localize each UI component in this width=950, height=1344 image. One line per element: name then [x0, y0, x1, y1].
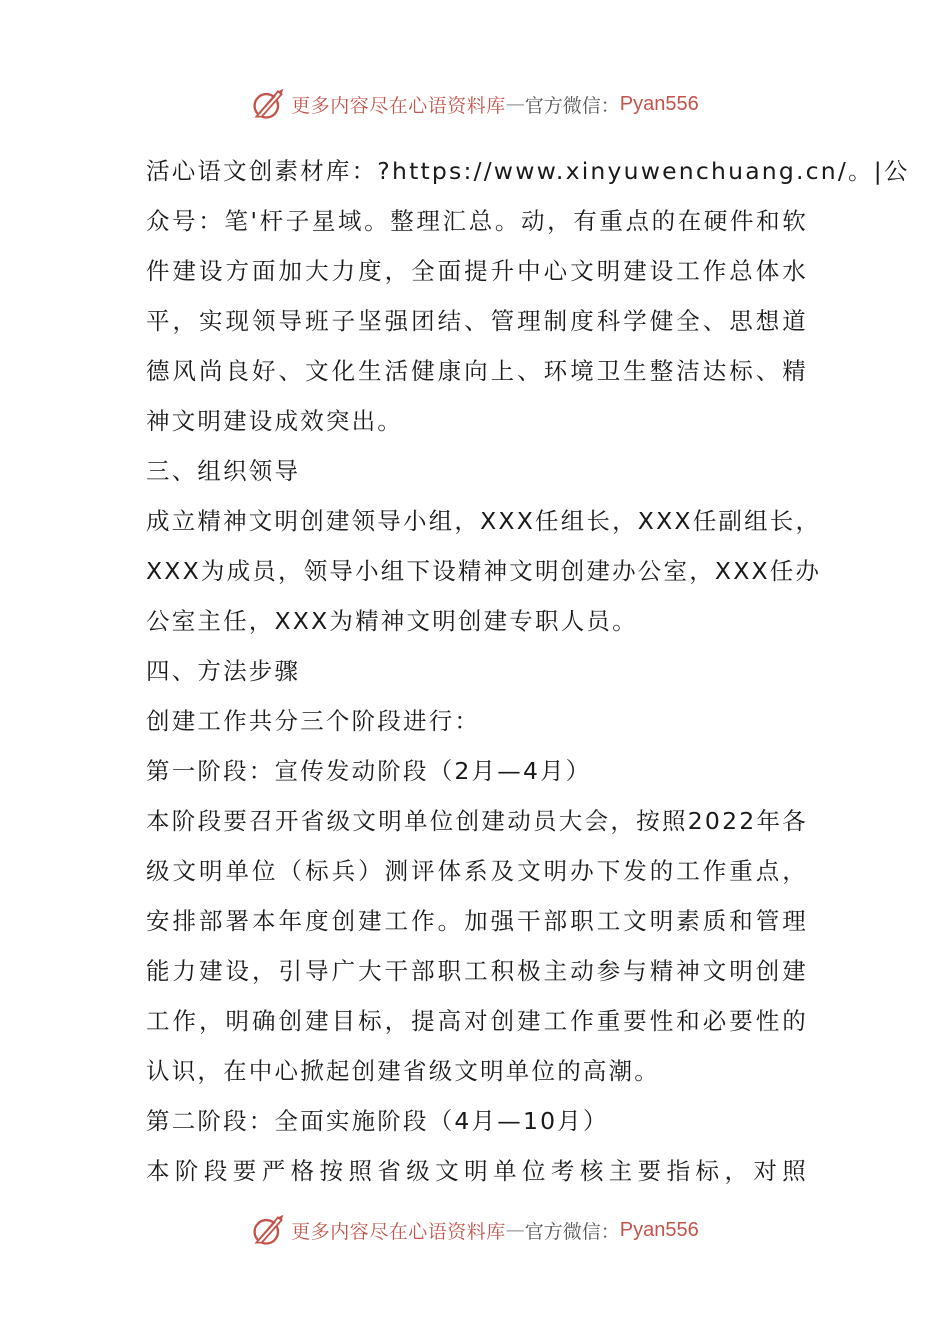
quill-pen-logo-icon: [251, 86, 287, 122]
banner-brand-text: 更多内容尽在心语资料库: [291, 1220, 506, 1243]
text-line: 能力建设，引导广大干部职工积极主动参与精神文明创建: [146, 957, 808, 985]
text-line: 德风尚良好、文化生活健康向上、环境卫生整洁达标、精: [146, 357, 808, 385]
banner-separator: —: [505, 1219, 525, 1241]
banner-wechat-label: 官方微信：: [524, 1220, 620, 1243]
text-line: XXX为成员，领导小组下设精神文明创建办公室，XXX任办: [146, 557, 822, 585]
document-body: [146, 146, 910, 1196]
text-line: 级文明单位（标兵）测评体系及文明办下发的工作重点，: [146, 857, 808, 885]
text-line: 众号：笔'杆子星域。整理汇总。动，有重点的在硬件和软: [146, 207, 808, 235]
text-line: 三、组织领导: [146, 457, 301, 485]
text-line: 件建设方面加大力度，全面提升中心文明建设工作总体水: [146, 257, 808, 285]
banner-separator: —: [505, 93, 525, 115]
text-line: 安排部署本年度创建工作。加强干部职工文明素质和管理: [146, 907, 808, 935]
banner-wechat-label: 官方微信：: [524, 94, 620, 117]
text-line: 成立精神文明创建领导小组，XXX任组长，XXX任副组长，: [146, 507, 822, 535]
text-line: 神文明建设成效突出。: [146, 407, 403, 435]
banner-brand-text: 更多内容尽在心语资料库: [291, 94, 506, 117]
text-line: 第一阶段：宣传发动阶段（2月—4月）: [146, 757, 592, 785]
text-line: 四、方法步骤: [146, 657, 301, 685]
text-line: 本阶段要召开省级文明单位创建动员大会，按照2022年各: [146, 807, 808, 835]
text-line: 第二阶段：全面实施阶段（4月—10月）: [146, 1107, 609, 1135]
banner-wechat-id: Pyan556: [619, 92, 699, 115]
text-line: 公室主任，XXX为精神文明创建专职人员。: [146, 607, 638, 635]
text-line: 认识，在中心掀起创建省级文明单位的高潮。: [146, 1057, 660, 1085]
text-line: 创建工作共分三个阶段进行：: [146, 707, 481, 735]
header-watermark-banner: [0, 82, 950, 126]
text-line: 本阶段要严格按照省级文明单位考核主要指标，对照: [146, 1157, 808, 1185]
footer-watermark-banner: [0, 1208, 950, 1252]
text-line: 活心语文创素材库：?https://www.xinyuwenchuang.cn/。|公: [146, 157, 910, 185]
text-line: 工作，明确创建目标，提高对创建工作重要性和必要性的: [146, 1007, 808, 1035]
quill-pen-logo-icon: [251, 1212, 287, 1248]
text-line: 平，实现领导班子坚强团结、管理制度科学健全、思想道: [146, 307, 808, 335]
banner-wechat-id: Pyan556: [619, 1218, 699, 1241]
